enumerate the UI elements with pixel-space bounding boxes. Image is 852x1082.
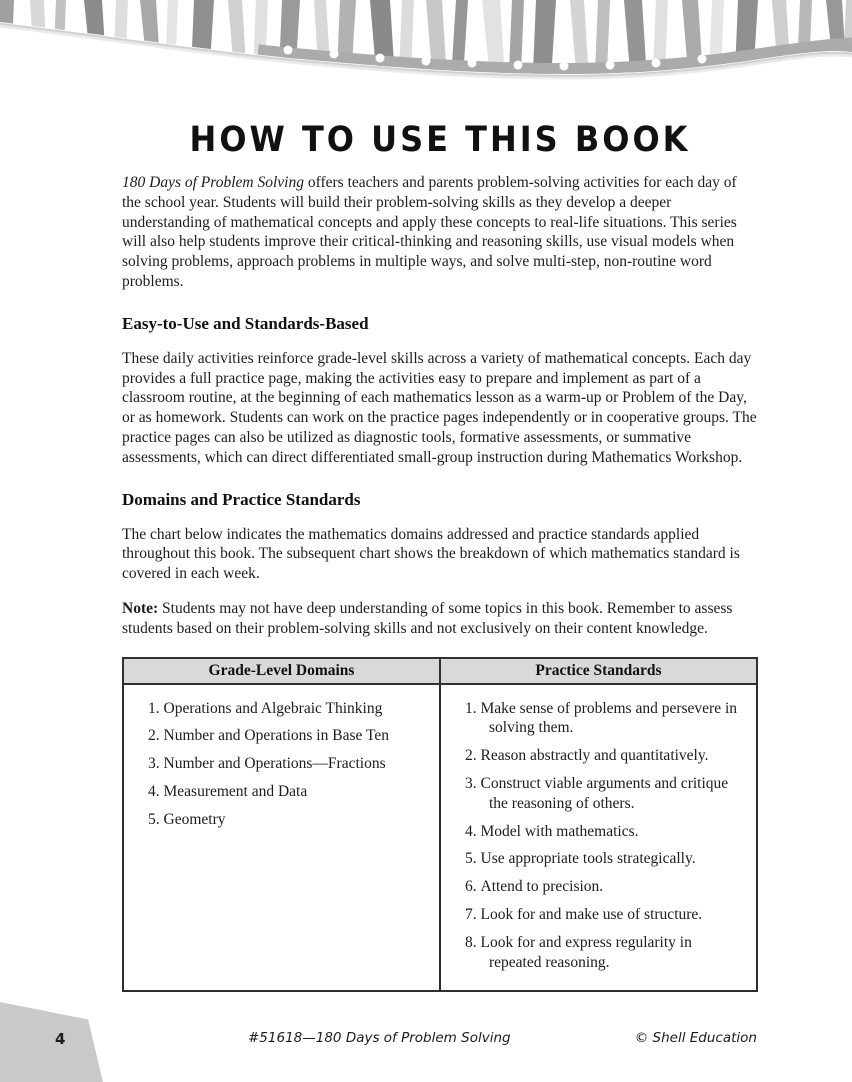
grade-level-domains-cell: [123, 684, 440, 992]
intro-text: offers teachers and parents problem-solving activities for each day of the school year. Students will build their problem-solving skills as they develop a deeper understanding of mathematical concepts and apply these concepts to real-life situations. This series will also help students improve their critical-thinking and reasoning skills, use visual models when solving problems, approach problems in multiple ways, and solve multi-step, non-routine word problems.: [122, 174, 737, 290]
footer-book-id: #51618—180 Days of Problem Solving: [248, 1030, 511, 1046]
footer-publisher: © Shell Education: [634, 1030, 757, 1046]
section-heading-easy-to-use: Easy-to-Use and Standards-Based: [122, 313, 369, 333]
list-item: Make sense of problems and persevere in solving them.: [480, 699, 738, 737]
list-item: Look for and make use of structure.: [480, 905, 703, 923]
list-item: Operations and Algebraic Thinking: [163, 699, 383, 717]
domains-standards-table: [122, 657, 758, 993]
list-item: Use appropriate tools strategically.: [480, 850, 696, 868]
list-item: Attend to precision.: [480, 878, 604, 896]
list-item: Construct viable arguments and critique the reasoning of others.: [480, 774, 729, 812]
decorative-top-border: [0, 0, 852, 96]
note-text: Students may not have deep understanding of some topics in this book. Remember to assess students based on their problem-solving skills and not exclusively on their content knowledge.: [122, 599, 733, 637]
page-number-tab: [0, 1002, 105, 1082]
column-header-practice-standards: Practice Standards: [440, 658, 757, 684]
page-number: 4: [55, 1030, 66, 1048]
table-header-row: [123, 658, 757, 684]
list-item: Number and Operations—Fractions: [163, 755, 386, 773]
section-heading-domains: Domains and Practice Standards: [122, 489, 361, 509]
practice-standards-cell: [440, 684, 757, 992]
book-name-italic: 180 Days of Problem Solving: [122, 174, 304, 191]
easy-to-use-paragraph: These daily activities reinforce grade-level skills across a variety of mathematical concepts. Each day provides a full practice page, making the activities easy to prepare and implement as part of a classroom routine, at the beginning of each mathematics lesson as a warm-up or Problem of the Day, or as homework. Students can work on the practice pages independently or in cooperative groups. The practice pages can also be utilized as diagnostic tools, formative assessments, or summative assessments, which can direct differentiated small-group instruction during Mathematics Workshop.: [122, 349, 757, 466]
domains-paragraph: The chart below indicates the mathematics domains addressed and practice standards applied throughout this book. The subsequent chart shows the breakdown of which mathematics standard is covered in each week.: [122, 525, 740, 583]
list-item: Number and Operations in Base Ten: [163, 727, 389, 745]
domains-list: [148, 699, 431, 830]
list-item: Reason abstractly and quantitatively.: [480, 747, 709, 765]
list-item: Look for and express regularity in repeated reasoning.: [480, 933, 692, 971]
list-item: Measurement and Data: [163, 782, 308, 800]
page-title: HOW TO USE THIS BOOK: [189, 118, 691, 160]
banner-stripes-graphic: [0, 0, 852, 96]
note-paragraph: [122, 599, 758, 639]
list-item: Geometry: [163, 810, 226, 828]
column-header-grade-level-domains: Grade-Level Domains: [123, 658, 440, 684]
intro-paragraph: [122, 173, 758, 292]
note-label: Note:: [122, 599, 159, 617]
standards-list: [465, 699, 748, 973]
page-content: [122, 96, 758, 992]
table-body-row: [123, 684, 757, 992]
list-item: Model with mathematics.: [480, 822, 639, 840]
